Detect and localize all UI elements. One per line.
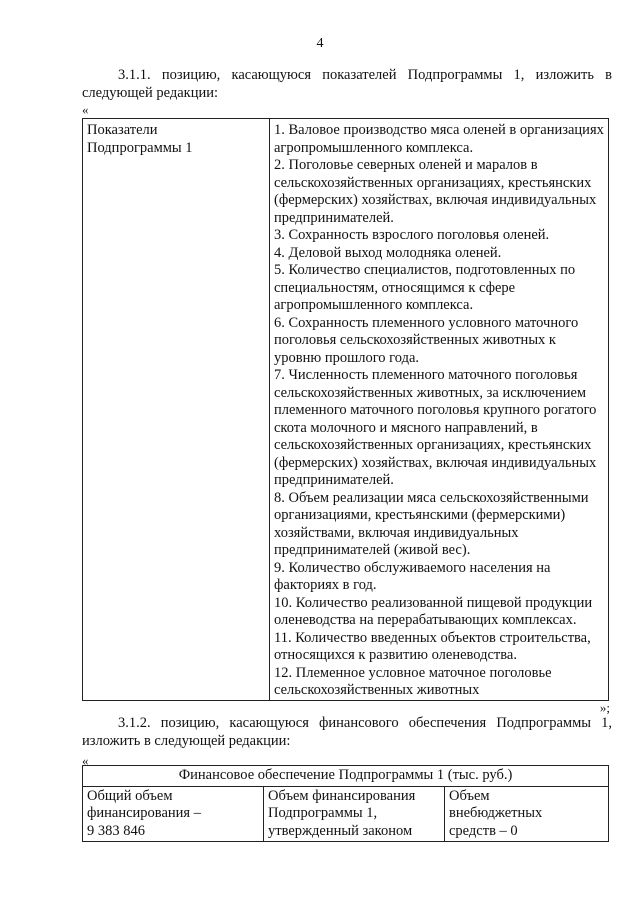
indicator-item-2: 2. Поголовье северных оленей и маралов в сельскохозяйственных организациях, крестьянских (фермерских) хозяйствах, включая индивидуальных предпринимателей. xyxy=(274,157,597,226)
indicator-item-10: 10. Количество реализованной пищевой продукции оленеводства на перерабатывающих комплексах. xyxy=(274,594,593,628)
finance-header-row xyxy=(83,766,609,787)
indicator-item-3: 3. Сохранность взрослого поголовья оленей. xyxy=(274,227,550,243)
indicators-table xyxy=(82,118,609,701)
indicators-list-cell xyxy=(270,119,609,701)
indicator-item-1: 1. Валовое производство мяса оленей в организациях агропромышленного комплекса. xyxy=(274,122,604,156)
finance-offbudget-line1: Объем xyxy=(449,787,490,804)
indicator-item-6: 6. Сохранность племенного условного маточного поголовья сельскохозяйственных животных к уровню прошлого года. xyxy=(274,314,579,366)
finance-offbudget-line2: внебюджетных xyxy=(449,805,543,821)
section-3-1-2-line1: 3.1.2. позицию, касающуюся финансового обеспечения Подпрограммы 1, xyxy=(118,715,612,731)
indicator-item-11: 11. Количество введенных объектов строительства, относящихся к развитию оленеводства. xyxy=(274,629,591,663)
closing-quote: »; xyxy=(599,700,610,715)
finance-offbudget-cell xyxy=(445,786,609,842)
indicator-item-8: 8. Объем реализации мяса сельскохозяйственными организациями, крестьянскими (фермерскими) хозяйствами, включая индивидуальных предпринимателей (живой вес). xyxy=(274,489,589,558)
finance-total-line1: Общий объем xyxy=(87,787,173,804)
finance-columns-row xyxy=(83,786,609,842)
indicator-item-4: 4. Деловой выход молодняка оленей. xyxy=(274,244,502,261)
indicator-item-5: 5. Количество специалистов, подготовленных по специальностям, относящимся к сфере агропромышленного комплекса. xyxy=(274,262,576,313)
finance-approved-line3: утвержденный законом xyxy=(268,822,413,839)
indicators-label-line2: Подпрограммы 1 xyxy=(87,139,193,156)
finance-approved-line1: Объем финансирования xyxy=(268,787,416,804)
finance-header: Финансовое обеспечение Подпрограммы 1 (тыс. руб.) xyxy=(83,766,609,787)
indicators-label-line1: Показатели xyxy=(87,122,158,138)
indicators-row xyxy=(83,119,609,701)
section-3-1-1-paragraph xyxy=(82,67,612,102)
finance-offbudget-line3: средств – 0 xyxy=(449,822,518,839)
indicator-item-12: 12. Племенное условное маточное поголовье сельскохозяйственных животных xyxy=(274,664,552,698)
section-3-1-2-line2: изложить в следующей редакции: xyxy=(82,732,291,749)
finance-table xyxy=(82,765,609,842)
indicator-item-7: 7. Численность племенного маточного поголовья сельскохозяйственных животных, за исключением племенного маточного поголовья крупного рогатого скота молочного и мясного направлений, в сельскохозяйственных организациях, крестьянских (фермерских) хозяйствах, включая индивидуальных предпринимателей. xyxy=(274,367,597,488)
section-3-1-1-line2: следующей редакции: xyxy=(82,84,219,101)
page-number: 4 xyxy=(316,36,324,51)
opening-quote-2: « xyxy=(82,753,89,768)
finance-total-cell xyxy=(83,786,264,842)
indicator-item-9: 9. Количество обслуживаемого населения на факториях в год. xyxy=(274,559,551,593)
finance-approved-line2: Подпрограммы 1, xyxy=(268,805,378,821)
finance-total-line2: финансирования – xyxy=(87,805,201,821)
section-3-1-1-line1: 3.1.1. позицию, касающуюся показателей Подпрограммы 1, изложить в xyxy=(118,67,612,83)
section-3-1-2-paragraph xyxy=(82,715,612,750)
finance-total-line3: 9 383 846 xyxy=(87,822,145,839)
indicators-label-cell xyxy=(83,119,270,701)
finance-approved-cell xyxy=(264,786,445,842)
opening-quote: « xyxy=(82,102,89,117)
